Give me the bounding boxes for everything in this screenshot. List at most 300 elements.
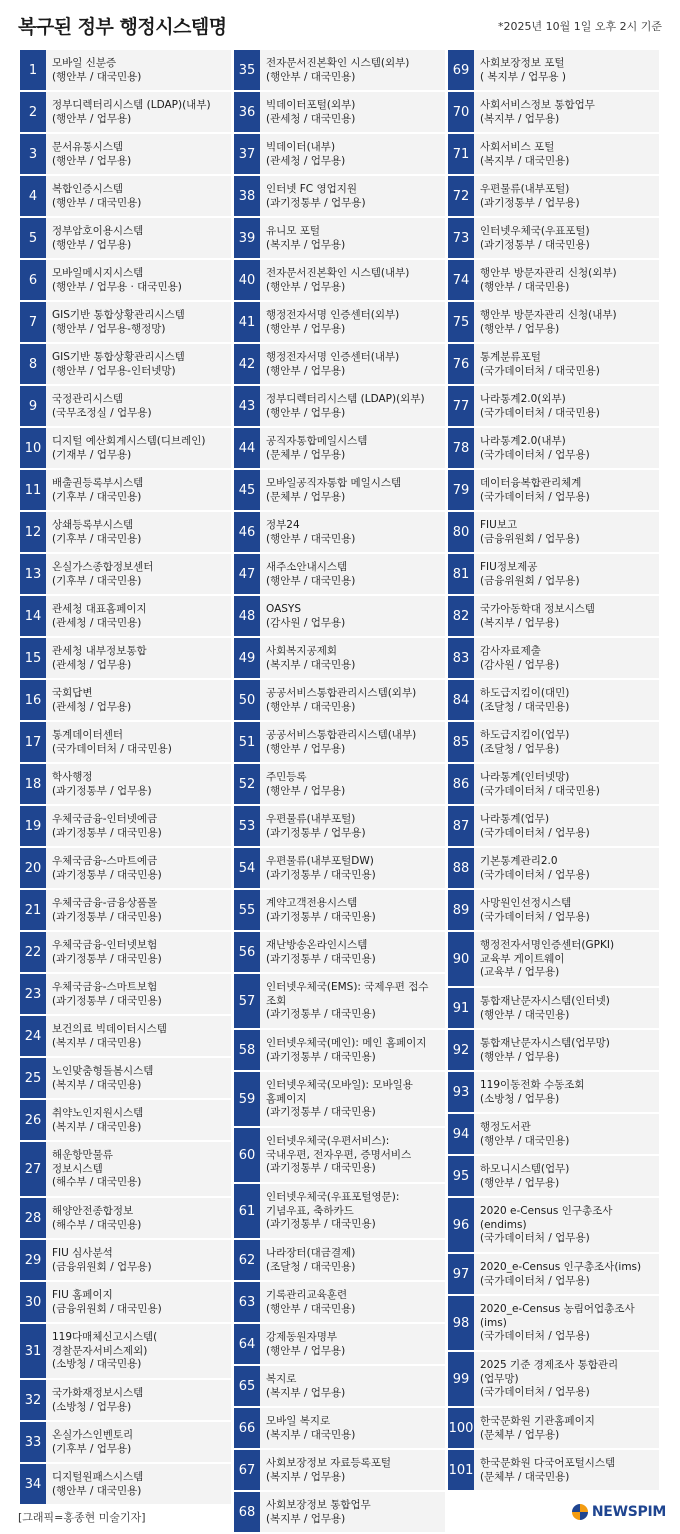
system-name: 하도급지킴이(업무) — [480, 729, 570, 741]
system-number: 1 — [20, 50, 46, 90]
system-row — [20, 50, 231, 90]
system-text — [260, 1450, 445, 1490]
system-row — [20, 1324, 231, 1378]
system-number: 31 — [20, 1324, 46, 1378]
system-text — [260, 50, 445, 90]
system-text — [260, 890, 445, 930]
system-text — [46, 344, 231, 384]
system-row — [20, 218, 231, 258]
system-name: 복합인증시스템 — [52, 183, 124, 195]
system-agency: (금융위원회 / 대국민용) — [52, 1302, 162, 1315]
system-agency: (소방청 / 업무용) — [480, 1092, 560, 1105]
system-agency: (행안부 / 업무용-행정망) — [52, 322, 166, 335]
system-number: 69 — [448, 50, 474, 90]
system-number: 63 — [234, 1282, 260, 1322]
system-name: 보건의료 빅데이터시스템 — [52, 1023, 167, 1035]
system-number: 59 — [234, 1072, 260, 1126]
system-row — [234, 512, 445, 552]
system-row — [234, 722, 445, 762]
system-text — [46, 932, 231, 972]
system-name: 정부디렉터리시스템 (LDAP)(내부) — [52, 99, 211, 111]
system-row — [234, 428, 445, 468]
system-name: 나라통계2.0(외부) — [480, 393, 566, 405]
system-row — [234, 848, 445, 888]
system-name: 통합재난문자시스템(인터넷) — [480, 995, 610, 1007]
system-row — [448, 1408, 659, 1448]
system-agency: (행안부 / 업무용) — [266, 742, 346, 755]
system-agency: (행안부 / 대국민용) — [52, 1484, 142, 1497]
system-agency: (행안부 / 대국민용) — [52, 70, 142, 83]
system-text — [260, 638, 445, 678]
system-row — [234, 680, 445, 720]
system-number: 71 — [448, 134, 474, 174]
system-name: 문서유통시스템 — [52, 141, 124, 153]
system-agency: (행안부 / 업무용) — [266, 406, 346, 419]
system-row — [20, 1100, 231, 1140]
system-row — [448, 988, 659, 1028]
system-row — [234, 1072, 445, 1126]
system-text — [260, 218, 445, 258]
system-agency: (국가데이터처 / 업무용) — [480, 1330, 590, 1343]
system-number: 90 — [448, 932, 474, 986]
system-name: 인터넷우체국(메인): 메인 홈페이지 — [266, 1037, 427, 1049]
system-agency: (국가데이터처 / 대국민용) — [480, 406, 600, 419]
system-agency: (기후부 / 대국민용) — [52, 532, 142, 545]
system-name: 국가화재정보시스템 — [52, 1387, 144, 1399]
system-agency: (관세청 / 대국민용) — [52, 616, 142, 629]
system-name: 행정전자서명 인증센터(외부) — [266, 309, 400, 321]
system-text — [46, 764, 231, 804]
system-agency: (복지부 / 업무용) — [266, 1386, 346, 1399]
system-row — [448, 218, 659, 258]
system-number: 32 — [20, 1380, 46, 1420]
system-name: 행안부 방문자관리 신청(외부) — [480, 267, 617, 279]
system-text — [474, 1296, 659, 1350]
system-row — [234, 1324, 445, 1364]
system-number: 60 — [234, 1128, 260, 1182]
system-agency: (과기정통부 / 업무용) — [266, 826, 366, 839]
system-text — [260, 1366, 445, 1406]
system-agency: (조달청 / 업무용) — [480, 742, 560, 755]
system-row — [20, 176, 231, 216]
system-agency: (행안부 / 대국민용) — [480, 1008, 570, 1021]
system-name: 우체국금융-스마트예금 — [52, 855, 158, 867]
system-agency: (관세청 / 업무용) — [52, 700, 132, 713]
system-number: 64 — [234, 1324, 260, 1364]
system-agency: (행안부 / 대국민용) — [266, 532, 356, 545]
system-number: 61 — [234, 1184, 260, 1238]
system-number: 56 — [234, 932, 260, 972]
system-name: 행정전자서명 인증센터(내부) — [266, 351, 400, 363]
system-text — [46, 806, 231, 846]
system-row — [20, 806, 231, 846]
system-agency: (금융위원회 / 업무용) — [52, 1260, 152, 1273]
system-row — [20, 1016, 231, 1056]
system-name: 해운항만물류 정보시스템 — [52, 1149, 113, 1175]
system-number: 47 — [234, 554, 260, 594]
system-text — [46, 1380, 231, 1420]
system-row — [234, 1492, 445, 1532]
system-name: 관세청 대표홈페이지 — [52, 603, 147, 615]
system-number: 93 — [448, 1072, 474, 1112]
system-name: 우체국금융-인터넷예금 — [52, 813, 158, 825]
system-agency: (국가데이터처 / 업무용) — [480, 1386, 590, 1399]
system-name: 통계데이터센터 — [52, 729, 124, 741]
system-number: 41 — [234, 302, 260, 342]
system-text — [474, 344, 659, 384]
system-agency: (행안부 / 업무용) — [266, 784, 346, 797]
system-name: 전자문서진본확인 시스템(외부) — [266, 57, 410, 69]
system-name: 노인맞춤형돌봄시스템 — [52, 1065, 154, 1077]
system-text — [46, 134, 231, 174]
newspim-logo-icon — [572, 1504, 588, 1520]
system-text — [46, 974, 231, 1014]
system-text — [474, 638, 659, 678]
system-agency: (행안부 / 대국민용) — [266, 574, 356, 587]
system-number: 27 — [20, 1142, 46, 1196]
system-row — [234, 260, 445, 300]
system-number: 21 — [20, 890, 46, 930]
system-name: 인터넷 FC 영업지원 — [266, 183, 358, 195]
system-text — [260, 134, 445, 174]
system-name: 한국문화원 다국어포털시스템 — [480, 1457, 616, 1469]
system-row — [448, 638, 659, 678]
page-title: 복구된 정부 행정시스템명 — [18, 16, 227, 38]
system-agency: (조달청 / 대국민용) — [480, 700, 570, 713]
system-name: 한국문화원 기관홈페이지 — [480, 1415, 595, 1427]
system-row — [448, 1450, 659, 1490]
system-agency: (문체부 / 대국민용) — [480, 1470, 570, 1483]
system-name: 정부24 — [266, 519, 300, 531]
system-text — [46, 554, 231, 594]
system-agency: (복지부 / 업무용) — [266, 1470, 346, 1483]
system-number: 85 — [448, 722, 474, 762]
system-row — [234, 176, 445, 216]
system-row — [448, 470, 659, 510]
system-number: 73 — [448, 218, 474, 258]
system-text — [46, 1422, 231, 1462]
system-row — [448, 1156, 659, 1196]
system-number: 79 — [448, 470, 474, 510]
system-row — [20, 302, 231, 342]
system-text — [474, 1156, 659, 1196]
logo-text: NEWSPIM — [591, 1504, 666, 1520]
system-agency: (복지부 / 업무용) — [266, 238, 346, 251]
system-name: 공공서비스통합관리시스템(내부) — [266, 729, 417, 741]
system-number: 30 — [20, 1282, 46, 1322]
system-name: 온실가스종합정보센터 — [52, 561, 154, 573]
system-row — [20, 1142, 231, 1196]
system-name: 하도급지킴이(대민) — [480, 687, 570, 699]
system-row — [20, 680, 231, 720]
system-number: 48 — [234, 596, 260, 636]
system-text — [46, 1142, 231, 1196]
system-number: 58 — [234, 1030, 260, 1070]
system-number: 66 — [234, 1408, 260, 1448]
system-name: 사회보장정보 통합업무 — [266, 1499, 371, 1511]
system-row — [448, 50, 659, 90]
system-row — [234, 92, 445, 132]
system-row — [448, 344, 659, 384]
system-text — [260, 848, 445, 888]
system-agency: (과기정통부 / 대국민용) — [266, 1162, 376, 1175]
system-number: 88 — [448, 848, 474, 888]
system-agency: (해수부 / 대국민용) — [52, 1176, 142, 1189]
system-number: 75 — [448, 302, 474, 342]
system-name: 모바일 복지로 — [266, 1415, 331, 1427]
system-text — [260, 806, 445, 846]
system-row — [448, 1198, 659, 1252]
system-number: 54 — [234, 848, 260, 888]
system-text — [260, 1324, 445, 1364]
system-number: 10 — [20, 428, 46, 468]
system-text — [474, 1254, 659, 1294]
system-text — [46, 638, 231, 678]
system-agency: (기후부 / 대국민용) — [52, 490, 142, 503]
system-number: 57 — [234, 974, 260, 1028]
system-name: 119이동전화 수동조회 — [480, 1079, 585, 1091]
system-number: 8 — [20, 344, 46, 384]
system-name: 나라장터(대금결제) — [266, 1247, 356, 1259]
system-row — [448, 848, 659, 888]
system-name: 우편물류(내부포털DW) — [266, 855, 374, 867]
system-number: 38 — [234, 176, 260, 216]
system-name: 온실가스인벤토리 — [52, 1429, 134, 1441]
system-text — [260, 1072, 445, 1126]
system-row — [234, 974, 445, 1028]
system-row — [234, 638, 445, 678]
system-text — [260, 554, 445, 594]
system-row — [448, 554, 659, 594]
system-agency: (행안부 / 업무용) — [266, 1344, 346, 1357]
system-text — [46, 890, 231, 930]
system-text — [260, 722, 445, 762]
system-number: 96 — [448, 1198, 474, 1252]
system-name: 학사행정 — [52, 771, 93, 783]
header — [0, 0, 680, 46]
system-row — [234, 1240, 445, 1280]
system-number: 89 — [448, 890, 474, 930]
system-number: 86 — [448, 764, 474, 804]
system-number: 62 — [234, 1240, 260, 1280]
system-name: 모바일 신분증 — [52, 57, 117, 69]
system-name: GIS기반 통합상황관리시스템 — [52, 351, 185, 363]
system-row — [20, 1422, 231, 1462]
system-name: 디지털 예산회계시스템(디브레인) — [52, 435, 206, 447]
system-number: 82 — [448, 596, 474, 636]
system-agency: (과기정통부 / 대국민용) — [266, 868, 376, 881]
system-number: 55 — [234, 890, 260, 930]
system-number: 70 — [448, 92, 474, 132]
system-agency: (복지부 / 대국민용) — [52, 1036, 142, 1049]
system-name: 나라통계(업무) — [480, 813, 550, 825]
system-agency: (기후부 / 업무용) — [52, 1442, 132, 1455]
system-agency: (기재부 / 업무용) — [52, 448, 132, 461]
system-number: 23 — [20, 974, 46, 1014]
system-agency: (복지부 / 업무용) — [266, 1512, 346, 1525]
system-row — [234, 806, 445, 846]
system-number: 91 — [448, 988, 474, 1028]
system-name: FIU 홈페이지 — [52, 1289, 113, 1301]
system-number: 97 — [448, 1254, 474, 1294]
system-text — [474, 176, 659, 216]
systems-column-1 — [20, 50, 231, 1506]
system-agency: (행안부 / 업무용) — [480, 1050, 560, 1063]
system-text — [260, 386, 445, 426]
system-text — [474, 1030, 659, 1070]
system-row — [448, 1114, 659, 1154]
system-name: 인터넷우체국(우편서비스): 국내우편, 전자우편, 증명서비스 — [266, 1135, 412, 1161]
system-agency: (복지부 / 대국민용) — [266, 658, 356, 671]
system-row — [448, 806, 659, 846]
system-name: FIU 심사분석 — [52, 1247, 113, 1259]
system-name: 배출권등록부시스템 — [52, 477, 144, 489]
system-name: 통합재난문자시스템(업무망) — [480, 1037, 610, 1049]
system-number: 19 — [20, 806, 46, 846]
system-name: 행정도서관 — [480, 1121, 531, 1133]
system-text — [260, 974, 445, 1028]
system-text — [46, 386, 231, 426]
systems-column-3 — [448, 50, 659, 1492]
system-name: 나라통계(인터넷망) — [480, 771, 570, 783]
system-text — [260, 344, 445, 384]
system-number: 24 — [20, 1016, 46, 1056]
system-agency: (행안부 / 대국민용) — [266, 700, 356, 713]
system-number: 83 — [448, 638, 474, 678]
system-number: 13 — [20, 554, 46, 594]
system-row — [20, 932, 231, 972]
system-number: 16 — [20, 680, 46, 720]
system-name: 기본통계관리2.0 — [480, 855, 558, 867]
system-row — [234, 1030, 445, 1070]
system-number: 37 — [234, 134, 260, 174]
system-agency: (행안부 / 업무용) — [266, 364, 346, 377]
system-name: 빅데이터(내부) — [266, 141, 336, 153]
system-name: 전자문서진본확인 시스템(내부) — [266, 267, 410, 279]
system-row — [234, 764, 445, 804]
system-agency: (행안부 / 업무용) — [52, 238, 132, 251]
system-name: 통계분류포털 — [480, 351, 541, 363]
system-name: 복지로 — [266, 1373, 297, 1385]
system-row — [20, 260, 231, 300]
system-agency: (감사원 / 업무용) — [480, 658, 560, 671]
system-row — [20, 974, 231, 1014]
system-agency: (행안부 / 대국민용) — [480, 1134, 570, 1147]
system-name: 빅데이터포털(외부) — [266, 99, 356, 111]
system-agency: (행안부 / 업무용) — [266, 322, 346, 335]
system-agency: (과기정통부 / 대국민용) — [52, 826, 162, 839]
system-text — [260, 92, 445, 132]
system-text — [260, 302, 445, 342]
system-agency: (행안부 / 업무용) — [480, 1176, 560, 1189]
system-row — [448, 512, 659, 552]
system-text — [46, 680, 231, 720]
system-number: 49 — [234, 638, 260, 678]
system-agency: (과기정통부 / 대국민용) — [266, 1218, 376, 1231]
system-row — [448, 134, 659, 174]
system-agency: (교육부 / 업무용) — [480, 966, 560, 979]
system-name: 정부암호이용시스템 — [52, 225, 144, 237]
system-name: 행안부 방문자관리 신청(내부) — [480, 309, 617, 321]
system-text — [474, 764, 659, 804]
system-text — [474, 932, 659, 986]
system-name: OASYS — [266, 603, 302, 615]
system-number: 36 — [234, 92, 260, 132]
system-number: 98 — [448, 1296, 474, 1350]
system-row — [20, 428, 231, 468]
system-name: 2020_e-Census 농림어업총조사 (ims) — [480, 1303, 635, 1329]
system-text — [46, 1016, 231, 1056]
system-row — [20, 596, 231, 636]
system-agency: (감사원 / 업무용) — [266, 616, 346, 629]
system-text — [474, 1072, 659, 1112]
system-agency: (과기정통부 / 대국민용) — [266, 1106, 376, 1119]
system-row — [234, 1366, 445, 1406]
system-agency: (복지부 / 대국민용) — [266, 1428, 356, 1441]
system-name: 해양안전종합정보 — [52, 1205, 134, 1217]
system-text — [474, 596, 659, 636]
system-row — [448, 680, 659, 720]
system-name: 계약고객전용시스템 — [266, 897, 358, 909]
system-row — [234, 344, 445, 384]
system-name: 119다매체신고시스템( 경찰문자서비스제외) — [52, 1331, 158, 1357]
system-agency: (과기정통부 / 대국민용) — [266, 1050, 376, 1063]
system-number: 34 — [20, 1464, 46, 1504]
system-name: FIU보고 — [480, 519, 518, 531]
system-agency: (국가데이터처 / 업무용) — [480, 826, 590, 839]
system-text — [46, 1058, 231, 1098]
system-row — [234, 218, 445, 258]
system-number: 14 — [20, 596, 46, 636]
system-row — [20, 512, 231, 552]
system-number: 44 — [234, 428, 260, 468]
system-agency: (국가데이터처 / 업무용) — [480, 1274, 590, 1287]
system-agency: (과기정통부 / 대국민용) — [266, 952, 376, 965]
system-number: 95 — [448, 1156, 474, 1196]
system-text — [46, 302, 231, 342]
system-number: 94 — [448, 1114, 474, 1154]
system-agency: (과기정통부 / 업무용) — [52, 784, 152, 797]
system-number: 52 — [234, 764, 260, 804]
system-text — [46, 1324, 231, 1378]
system-name: 우편물류(내부포털) — [480, 183, 570, 195]
system-agency: (복지부 / 업무용) — [480, 112, 560, 125]
system-number: 28 — [20, 1198, 46, 1238]
system-agency: (관세청 / 대국민용) — [266, 112, 356, 125]
graphic-credit: [그래픽=홍종현 미술기자] — [18, 1511, 146, 1524]
system-row — [20, 890, 231, 930]
system-text — [46, 596, 231, 636]
system-agency: (과기정통부 / 대국민용) — [52, 952, 162, 965]
system-name: 정부디렉터리시스템 (LDAP)(외부) — [266, 393, 425, 405]
system-number: 25 — [20, 1058, 46, 1098]
system-name: 모바일공직자통합 메일시스템 — [266, 477, 402, 489]
system-name: 하모니시스템(업무) — [480, 1163, 570, 1175]
system-text — [46, 1198, 231, 1238]
system-text — [260, 932, 445, 972]
system-text — [260, 1240, 445, 1280]
system-agency: (소방청 / 업무용) — [52, 1400, 132, 1413]
system-row — [448, 890, 659, 930]
system-name: 인터넷우체국(우표포털영문): 기념우표, 축하카드 — [266, 1191, 400, 1217]
system-text — [260, 1408, 445, 1448]
system-name: 사회서비스정보 통합업무 — [480, 99, 595, 111]
system-text — [46, 176, 231, 216]
system-name: 공공서비스통합관리시스템(외부) — [266, 687, 417, 699]
system-number: 51 — [234, 722, 260, 762]
system-text — [474, 806, 659, 846]
system-agency: (행안부 / 대국민용) — [266, 70, 356, 83]
